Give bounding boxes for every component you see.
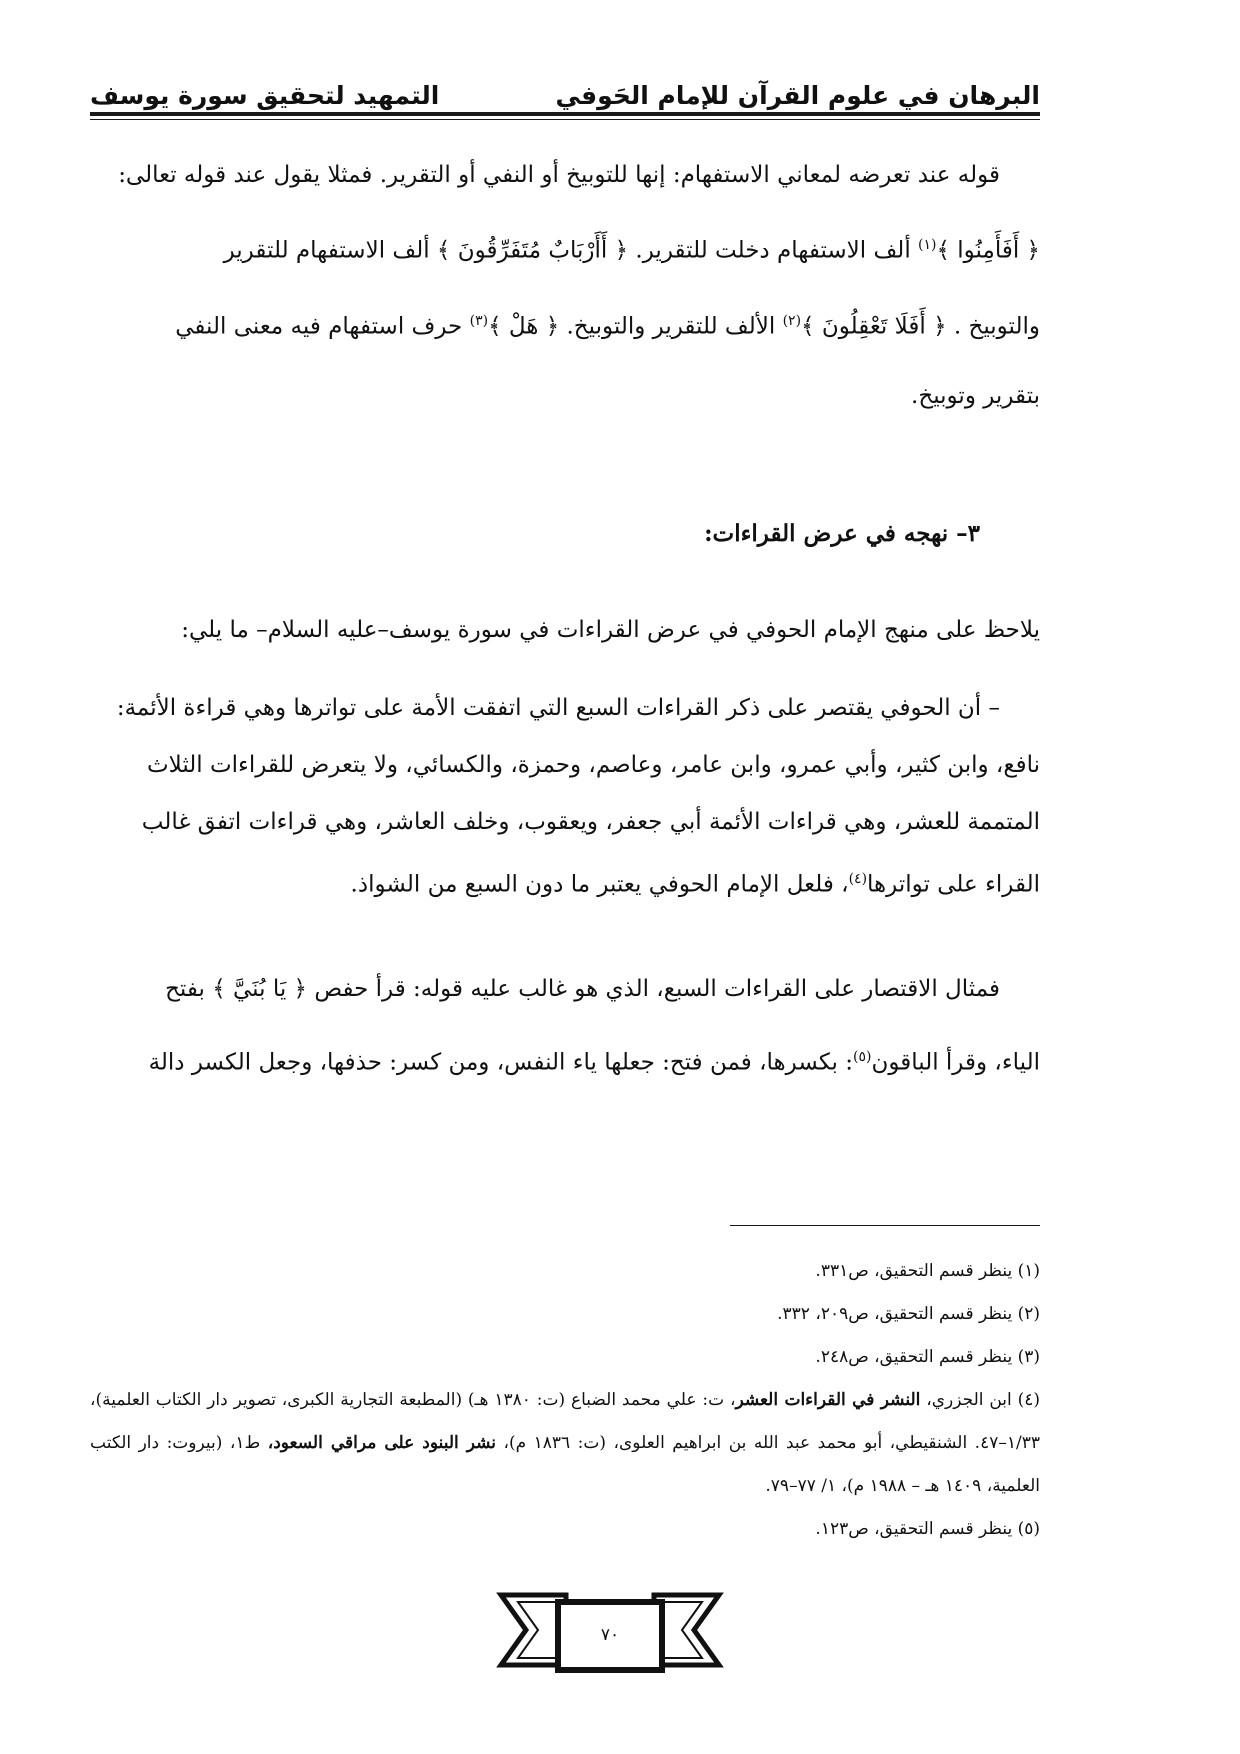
footnote-item: (١) ينظر قسم التحقيق، ص٣٣١. [815, 1261, 1040, 1281]
paragraph-line: الياء، وقرأ الباقون$^{(٥)}$: بكسرها، فمن فتح: جعلها ياء النفس، ومن كسر: حذفها، وجعل الكسر دالة [148, 1049, 1040, 1076]
quran-quote: والتوبيخ . ﴿ أَفَلَا تَعْقِلُونَ ﴾ [801, 313, 1040, 340]
paragraph-line: فمثال الاقتصار على القراءات السبع، الذي هو غالب عليه قوله: قرأ حفص ﴿ يَا بُنَيَّ ﴾ بفتح [165, 976, 1000, 1002]
paragraph-seven-readings [90, 680, 1040, 914]
paragraph-line: المتممة للعشر، وهي قراءات الأئمة أبي جعفر، ويعقوب، وخلف العاشر، وهي قراءات اتفق غالب [141, 809, 1040, 835]
footnote-separator [730, 1225, 1040, 1226]
footnotes [90, 1250, 1040, 1551]
paragraph-line: يلاحظ على منهج الإمام الحوفي في عرض القراءات في سورة يوسف–عليه السلام– ما يلي: [181, 617, 1040, 643]
heading-number: ٣– [956, 520, 980, 547]
book-title: النشر في القراءات العشر [735, 1390, 921, 1410]
footnote-ref[interactable]: (٢) [782, 312, 802, 329]
paragraph-line: والتوبيخ . ﴿ أَفَلَا تَعْقِلُونَ ﴾$^{(٢)}$ الألف للتقرير والتوبيخ. ﴿ هَلْ ﴾$^{(٣)}$ حرف استفهام فيه معنى النفي [175, 312, 1040, 340]
paragraph-line: القراء على تواترها$^{(٤)}$، فلعل الإمام الحوفي يعتبر ما دون السبع من الشواذ. [350, 871, 1040, 898]
page-number: ٧٠ [600, 1625, 620, 1645]
paragraph-line: نافع، وابن كثير، وأبي عمرو، وابن عامر، وعاصم، وحمزة، والكسائي، ولا يتعرض للقراءات الثلاث [146, 752, 1040, 778]
paragraph-line: قوله عند تعرضه لمعاني الاستفهام: إنها للتوبيخ أو النفي أو التقرير. فمثلا يقول عند قوله تعالى: [118, 162, 1000, 188]
heading-text: نهجه في عرض القراءات: [704, 520, 949, 547]
section-heading [90, 520, 980, 547]
book-title: نشر البنود على مراقي السعود، [267, 1433, 497, 1453]
footnote-ref[interactable]: (٣) [469, 312, 489, 329]
header-book-title: البرهان في علوم القرآن للإمام الحَوفي [555, 81, 1040, 110]
header-rule-thin [90, 119, 1040, 120]
paragraph-line: ﴿ أَفَأَمِنُوا ﴾$^{(١)}$ ألف الاستفهام دخلت للتقرير. ﴿ أَأَرْبَابٌ مُتَفَرِّقُونَ ﴾ ألف الاستفهام للتقرير [223, 237, 1040, 264]
footnote-item: (٥) ينظر قسم التحقيق، ص١٢٣. [815, 1519, 1040, 1539]
footnote-item: (٤) ابن الجزري، النشر في القراءات العشر، ت: علي محمد الضباع (ت: ١٣٨٠ هـ) (المطبعة التجارية الكبرى، تصوير دار الكتاب العلمية)، ١/٣٣–٤٧. الشنقيطي، أبو محمد عبد الله بن ابراهيم العلوى، (ت: ١٨٣٦ م)، نشر البنود على مراقي السعود، ط١، (بيروت: دار الكتب العلمية، ١٤٠٩ هـ – ١٩٨٨ م)، ١/ ٧٧–٧٩. [90, 1390, 1041, 1496]
paragraph-example [90, 955, 1040, 1097]
paragraph-intro [90, 600, 1040, 660]
header-section-title: التمهيد لتحقيق سورة يوسف [90, 81, 440, 110]
paragraph-line: بتقرير وتوبيخ. [911, 383, 1040, 410]
running-header [90, 70, 1040, 110]
footnote-ref[interactable]: (١) [918, 237, 937, 253]
footnote-item: (٢) ينظر قسم التحقيق، ص٢٠٩، ٣٣٢. [777, 1304, 1040, 1324]
footnote-ref[interactable]: (٥) [853, 1049, 872, 1065]
paragraph-line: – أن الحوفي يقتصر على ذكر القراءات السبع التي اتفقت الأمة على تواترها وهي قراءة الأئمة: [116, 695, 1000, 721]
header-rule-thick [90, 112, 1040, 116]
paragraph-interrogation [90, 140, 1040, 431]
footnote-item: (٣) ينظر قسم التحقيق، ص٢٤٨. [815, 1347, 1040, 1367]
quran-quote: ﴿ أَفَأَمِنُوا ﴾ [936, 237, 1040, 264]
footnote-ref[interactable]: (٤) [848, 871, 868, 887]
